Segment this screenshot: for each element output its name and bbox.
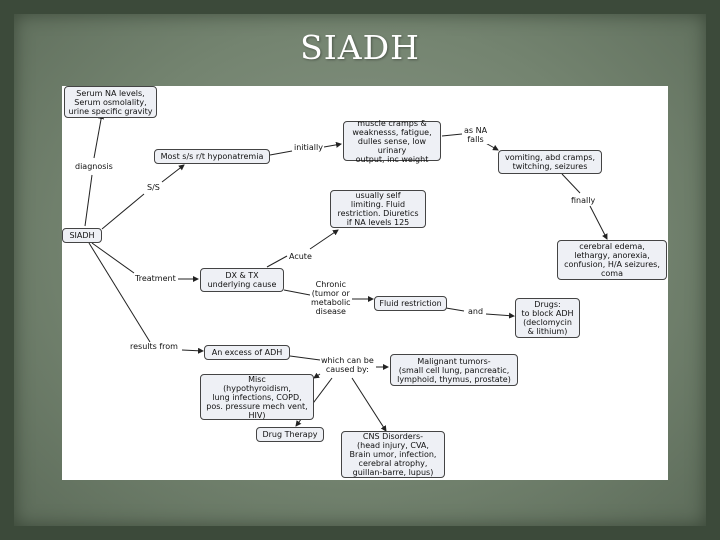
node-excess-adh[interactable]: An excess of ADH	[204, 345, 290, 360]
node-drugs-block-adh[interactable]: Drugs: to block ADH (declomycin & lithium)	[515, 298, 580, 338]
link-label-as-na-falls: as NA falls	[464, 126, 488, 144]
node-misc-causes[interactable]: Misc (hypothyroidism, lung infections, COPD, pos. pressure mech vent, HIV)	[200, 374, 314, 420]
link-label-acute: Acute	[289, 252, 312, 261]
node-siadh[interactable]: SIADH	[62, 228, 102, 243]
node-dx-tx-underlying-cause[interactable]: DX & TX underlying cause	[200, 268, 284, 292]
link-label-initially: initially	[294, 143, 323, 152]
link-label-diagnosis: diagnosis	[75, 162, 113, 171]
link-label-which-can-be-caused-by: which can be caused by:	[321, 356, 374, 374]
link-label-results-from: results from	[130, 342, 178, 351]
node-drug-therapy[interactable]: Drug Therapy	[256, 427, 324, 442]
node-vomiting[interactable]: vomiting, abd cramps, twitching, seizures	[498, 150, 602, 174]
link-label-and: and	[468, 307, 484, 316]
node-malignant-tumors[interactable]: Malignant tumors- (small cell lung, pancreatic, lymphoid, thymus, prostate)	[390, 354, 518, 386]
node-fluid-restriction[interactable]: Fluid restriction	[374, 296, 447, 311]
node-usually-self-limiting[interactable]: usually self limiting. Fluid restriction. Diuretics if NA levels 125	[330, 190, 426, 228]
node-cerebral-edema[interactable]: cerebral edema, lethargy, anorexia, confusion, H/A seizures, coma	[557, 240, 667, 280]
concept-map	[62, 86, 668, 480]
slide-title: SIADH	[300, 28, 420, 67]
node-cns-disorders[interactable]: CNS Disorders- (head injury, CVA, Brain umor, infection, cerebral atrophy, guillan-barre, lupus)	[341, 431, 445, 478]
link-label-chronic: Chronic (tumor or metabolic disease	[311, 280, 351, 316]
node-serum-tests[interactable]: Serum NA levels, Serum osmolality, urine specific gravity	[64, 86, 157, 118]
link-label-finally: finally	[571, 196, 596, 205]
link-label-treatment: Treatment	[135, 274, 176, 283]
link-label-ss: S/S	[147, 183, 160, 192]
node-most-ss-hyponatremia[interactable]: Most s/s r/t hyponatremia	[154, 149, 270, 164]
node-muscle-cramps[interactable]: muscle cramps & weaknesss, fatigue, dulles sense, low urinary output, inc weight	[343, 121, 441, 161]
